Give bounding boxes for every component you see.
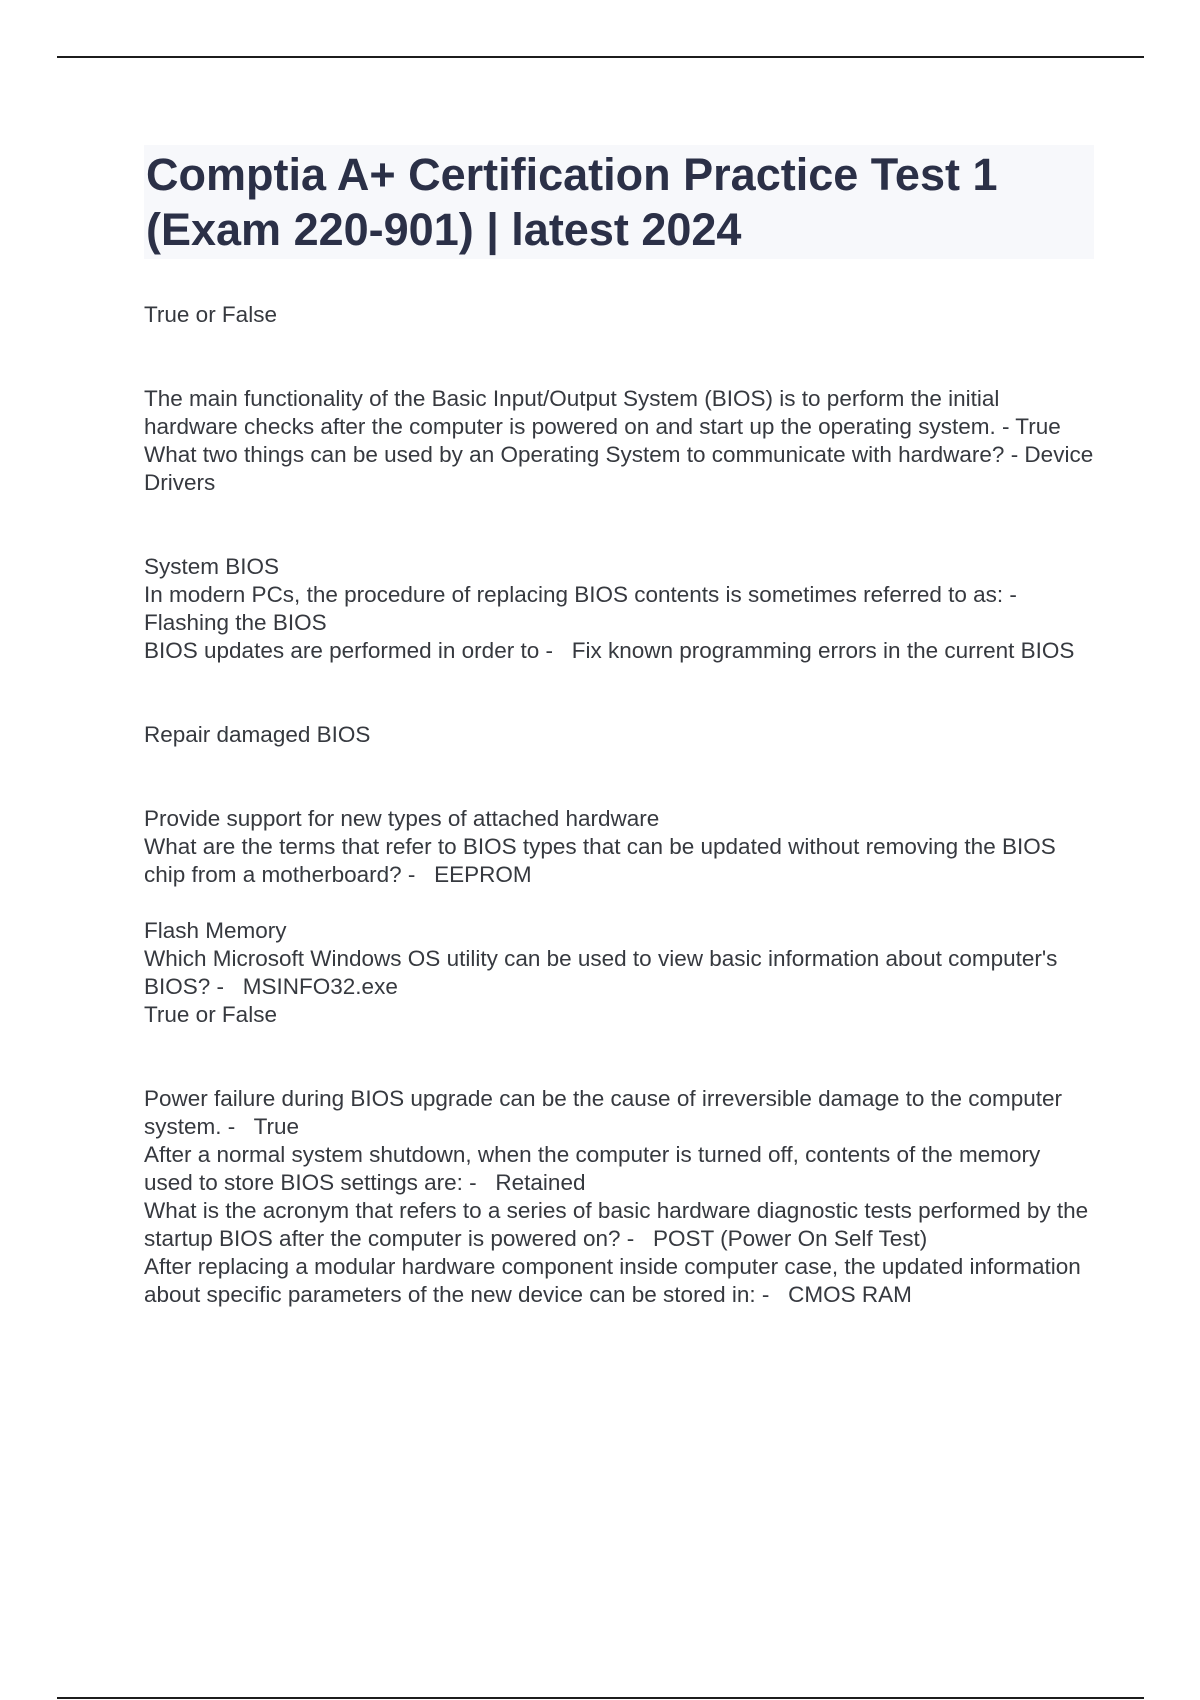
- text-line: In modern PCs, the procedure of replacing BIOS contents is sometimes referred to as: - Flashing the BIOS: [144, 582, 1024, 635]
- text-line: True or False: [144, 302, 277, 327]
- spacer: [144, 749, 1094, 805]
- text-line: What is the acronym that refers to a series of basic hardware diagnostic tests performed by the startup BIOS after the computer is powered on? - POST (Power On Self Test): [144, 1198, 1095, 1251]
- document-title: Comptia A+ Certification Practice Test 1 (Exam 220-901) | latest 2024: [146, 149, 998, 255]
- spacer: [144, 889, 1094, 917]
- spacer: [144, 1029, 1094, 1085]
- document-body: [144, 145, 1100, 1309]
- spacer: [144, 329, 1094, 385]
- text-line: What are the terms that refer to BIOS types that can be updated without removing the BIOS chip from a motherboard? - EEPROM: [144, 834, 1062, 887]
- text-line: After a normal system shutdown, when the computer is turned off, contents of the memory used to store BIOS settings are: - Retained: [144, 1142, 1047, 1195]
- text-line: Repair damaged BIOS: [144, 722, 371, 747]
- bottom-rule: [57, 1697, 1144, 1699]
- title-block: [144, 145, 1094, 259]
- text-line: BIOS updates are performed in order to - Fix known programming errors in the current BIOS: [144, 638, 1075, 663]
- text-line: Which Microsoft Windows OS utility can be used to view basic information about computer's BIOS? - MSINFO32.exe: [144, 946, 1064, 999]
- text-line: Provide support for new types of attached hardware: [144, 806, 660, 831]
- text-line: True or False: [144, 1002, 277, 1027]
- text-line: System BIOS: [144, 554, 280, 579]
- spacer: [144, 665, 1094, 721]
- text-line: What two things can be used by an Operating System to communicate with hardware? - Device Drivers: [144, 442, 1100, 495]
- text-line: Power failure during BIOS upgrade can be the cause of irreversible damage to the computer system. - True: [144, 1086, 1069, 1139]
- spacer: [144, 497, 1094, 553]
- text-line: The main functionality of the Basic Input/Output System (BIOS) is to perform the initial hardware checks after the computer is powered on and start up the operating system. - True: [144, 386, 1061, 439]
- top-rule: [57, 56, 1144, 58]
- text-line: After replacing a modular hardware component inside computer case, the updated information about specific parameters of the new device can be stored in: - CMOS RAM: [144, 1254, 1088, 1307]
- text-line: Flash Memory: [144, 918, 287, 943]
